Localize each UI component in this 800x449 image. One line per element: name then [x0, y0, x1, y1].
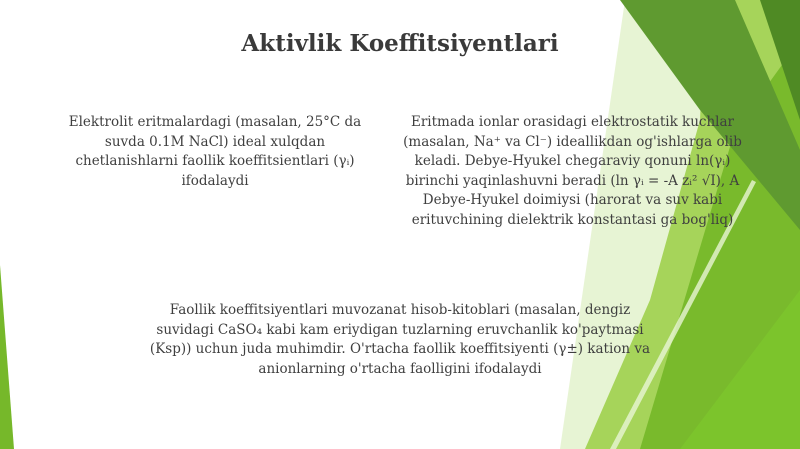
left-edge-shape [0, 265, 14, 449]
left-text-block: Elektrolit eritmalardagi (masalan, 25°C da suvda 0.1M NaCl) ideal xulqdan chetlanishlarni faollik koeffitsientlari (γᵢ) ifodalaydi [68, 114, 362, 189]
slide-title: Aktivlik Koeffitsiyentlari [241, 30, 559, 57]
right-text-block: Eritmada ionlar orasidagi elektrostatik kuchlar (masalan, Na⁺ va Cl⁻) ideallikdan og'ishlarga olib keladi. Debye-Hyukel chegaraviy qonuni ln(γᵢ) birinchi yaqinlashuvni beradi (ln γᵢ = -A zᵢ² √I), A Debye-Hyukel doimiysi (harorat va suv kabi erituvchining dielektrik konstantasi ga bog'liq) [403, 114, 742, 228]
bottom-text-block: Faollik koeffitsiyentlari muvozanat hisob-kitoblari (masalan, dengiz suvidagi CaSO₄ kabi kam eriydigan tuzlarning eruvchanlik ko'paytmasi (Ksp)) uchun juda muhimdir. O'rtacha faollik koeffitsiyenti (γ±) kation va anionlarning o'rtacha faolligini ifodalaydi [149, 302, 651, 377]
